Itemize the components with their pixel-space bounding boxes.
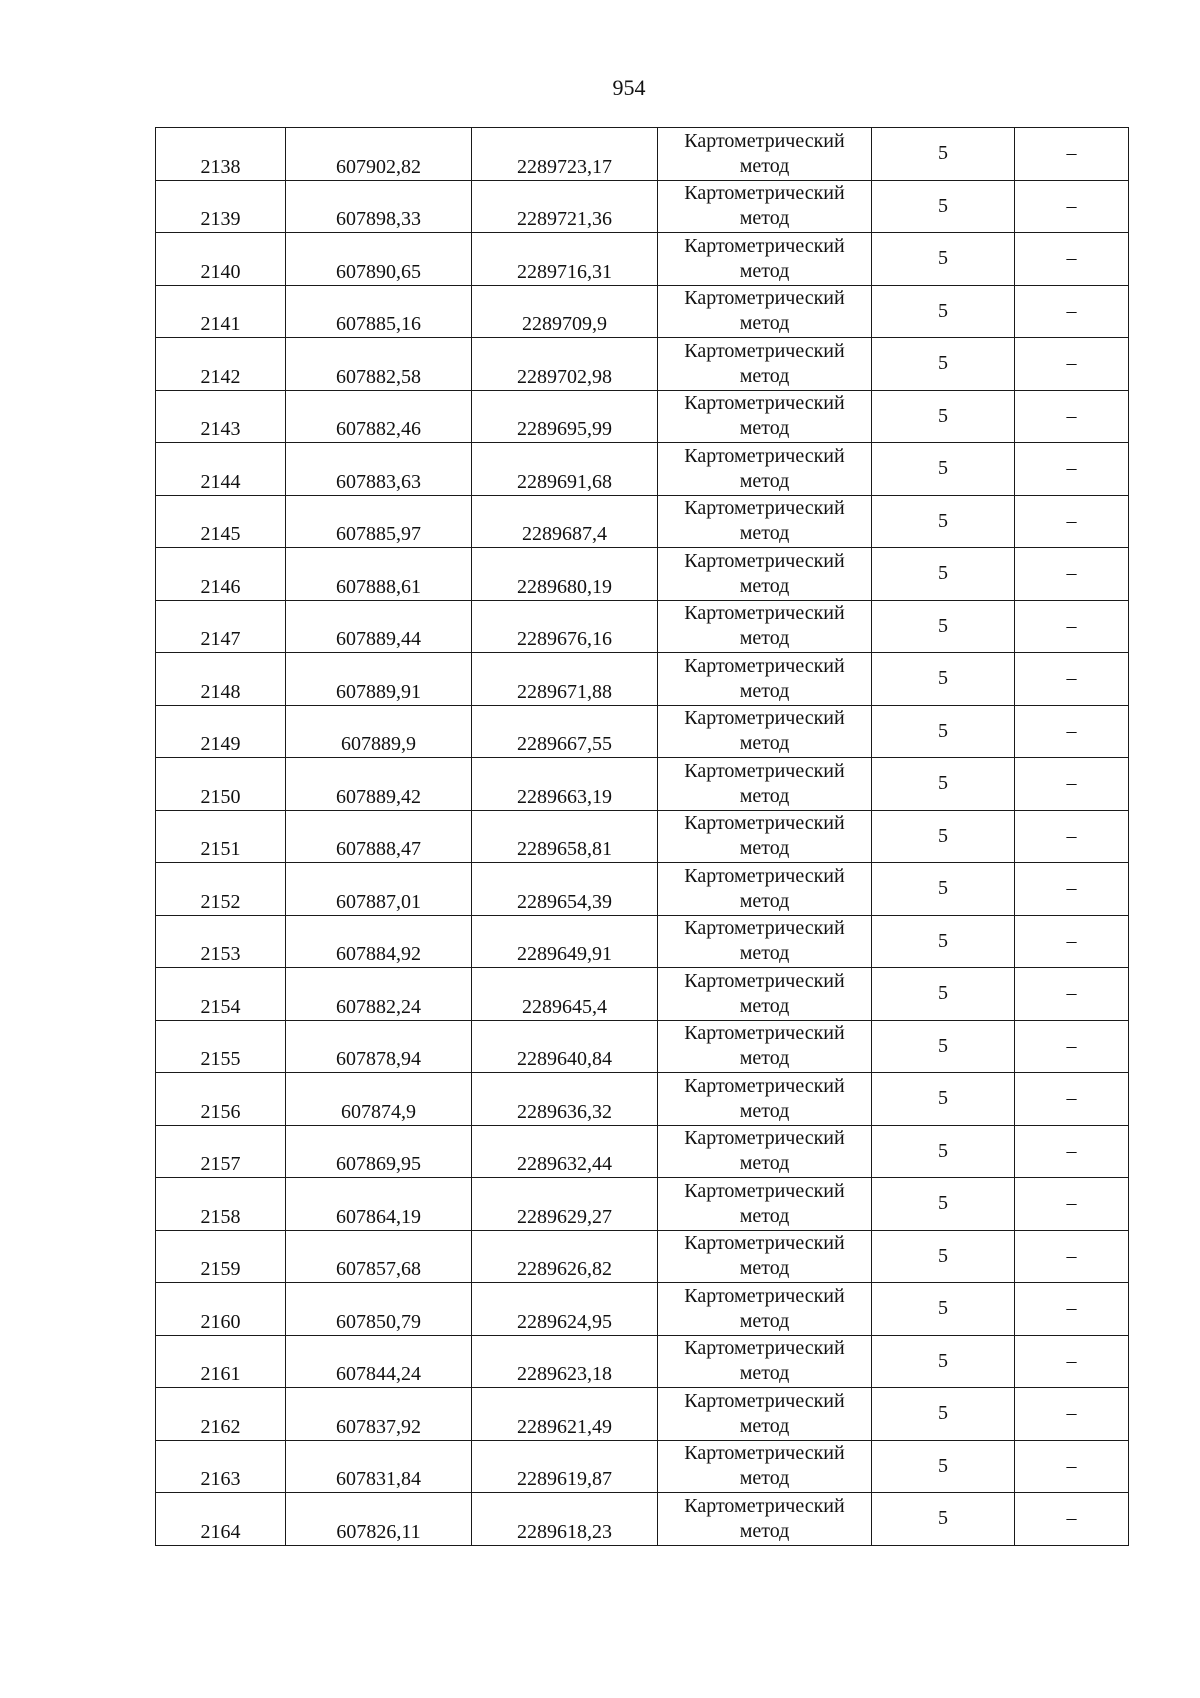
x-coordinate-cell: 607902,82 — [286, 128, 472, 181]
y-coordinate-cell: 2289654,39 — [472, 863, 658, 916]
method-cell: Картометрический метод — [658, 1388, 872, 1441]
method-cell: Картометрический метод — [658, 600, 872, 653]
y-coordinate-cell: 2289721,36 — [472, 180, 658, 233]
x-coordinate-cell: 607887,01 — [286, 863, 472, 916]
x-coordinate-cell: 607882,46 — [286, 390, 472, 443]
table-row — [156, 653, 1129, 706]
y-coordinate-cell: 2289687,4 — [472, 495, 658, 548]
table-row — [156, 1335, 1129, 1388]
method-cell: Картометрический метод — [658, 968, 872, 1021]
x-coordinate-cell: 607884,92 — [286, 915, 472, 968]
y-coordinate-cell: 2289702,98 — [472, 338, 658, 391]
method-cell: Картометрический метод — [658, 1283, 872, 1336]
method-cell: Картометрический метод — [658, 1493, 872, 1546]
accuracy-cell: 5 — [872, 915, 1015, 968]
point-number-cell: 2145 — [156, 495, 286, 548]
accuracy-cell: 5 — [872, 1230, 1015, 1283]
y-coordinate-cell: 2289636,32 — [472, 1073, 658, 1126]
method-cell: Картометрический метод — [658, 705, 872, 758]
page-number: 954 — [612, 75, 646, 100]
accuracy-cell: 5 — [872, 600, 1015, 653]
table-row — [156, 1283, 1129, 1336]
y-coordinate-cell: 2289691,68 — [472, 443, 658, 496]
table-row — [156, 233, 1129, 286]
note-cell: – — [1015, 443, 1129, 496]
point-number-cell: 2147 — [156, 600, 286, 653]
note-cell: – — [1015, 128, 1129, 181]
accuracy-cell: 5 — [872, 705, 1015, 758]
x-coordinate-cell: 607837,92 — [286, 1388, 472, 1441]
note-cell: – — [1015, 1440, 1129, 1493]
x-coordinate-cell: 607869,95 — [286, 1125, 472, 1178]
y-coordinate-cell: 2289621,49 — [472, 1388, 658, 1441]
point-number-cell: 2156 — [156, 1073, 286, 1126]
method-cell: Картометрический метод — [658, 180, 872, 233]
note-cell: – — [1015, 1283, 1129, 1336]
point-number-cell: 2149 — [156, 705, 286, 758]
note-cell: – — [1015, 1073, 1129, 1126]
accuracy-cell: 5 — [872, 1388, 1015, 1441]
x-coordinate-cell: 607826,11 — [286, 1493, 472, 1546]
note-cell: – — [1015, 495, 1129, 548]
method-cell: Картометрический метод — [658, 443, 872, 496]
point-number-cell: 2142 — [156, 338, 286, 391]
x-coordinate-cell: 607898,33 — [286, 180, 472, 233]
note-cell: – — [1015, 338, 1129, 391]
table-row — [156, 1388, 1129, 1441]
point-number-cell: 2164 — [156, 1493, 286, 1546]
method-cell: Картометрический метод — [658, 1335, 872, 1388]
y-coordinate-cell: 2289640,84 — [472, 1020, 658, 1073]
table-row — [156, 285, 1129, 338]
method-cell: Картометрический метод — [658, 495, 872, 548]
x-coordinate-cell: 607889,9 — [286, 705, 472, 758]
note-cell: – — [1015, 180, 1129, 233]
point-number-cell: 2139 — [156, 180, 286, 233]
point-number-cell: 2153 — [156, 915, 286, 968]
method-cell: Картометрический метод — [658, 863, 872, 916]
note-cell: – — [1015, 705, 1129, 758]
table-row — [156, 810, 1129, 863]
x-coordinate-cell: 607889,42 — [286, 758, 472, 811]
table-row — [156, 968, 1129, 1021]
x-coordinate-cell: 607889,91 — [286, 653, 472, 706]
point-number-cell: 2159 — [156, 1230, 286, 1283]
note-cell: – — [1015, 1125, 1129, 1178]
accuracy-cell: 5 — [872, 338, 1015, 391]
note-cell: – — [1015, 285, 1129, 338]
method-cell: Картометрический метод — [658, 915, 872, 968]
y-coordinate-cell: 2289663,19 — [472, 758, 658, 811]
note-cell: – — [1015, 758, 1129, 811]
point-number-cell: 2140 — [156, 233, 286, 286]
method-cell: Картометрический метод — [658, 233, 872, 286]
table-row — [156, 863, 1129, 916]
accuracy-cell: 5 — [872, 1440, 1015, 1493]
note-cell: – — [1015, 1388, 1129, 1441]
accuracy-cell: 5 — [872, 1073, 1015, 1126]
table-row — [156, 1073, 1129, 1126]
y-coordinate-cell: 2289618,23 — [472, 1493, 658, 1546]
x-coordinate-cell: 607890,65 — [286, 233, 472, 286]
note-cell: – — [1015, 810, 1129, 863]
note-cell: – — [1015, 1020, 1129, 1073]
method-cell: Картометрический метод — [658, 128, 872, 181]
x-coordinate-cell: 607878,94 — [286, 1020, 472, 1073]
accuracy-cell: 5 — [872, 863, 1015, 916]
table-row — [156, 390, 1129, 443]
note-cell: – — [1015, 233, 1129, 286]
method-cell: Картометрический метод — [658, 758, 872, 811]
table-row — [156, 1493, 1129, 1546]
y-coordinate-cell: 2289723,17 — [472, 128, 658, 181]
point-number-cell: 2143 — [156, 390, 286, 443]
x-coordinate-cell: 607882,24 — [286, 968, 472, 1021]
y-coordinate-cell: 2289649,91 — [472, 915, 658, 968]
point-number-cell: 2155 — [156, 1020, 286, 1073]
accuracy-cell: 5 — [872, 128, 1015, 181]
table-row — [156, 758, 1129, 811]
point-number-cell: 2150 — [156, 758, 286, 811]
point-number-cell: 2146 — [156, 548, 286, 601]
table-row — [156, 338, 1129, 391]
method-cell: Картометрический метод — [658, 1073, 872, 1126]
table-row — [156, 915, 1129, 968]
y-coordinate-cell: 2289645,4 — [472, 968, 658, 1021]
point-number-cell: 2148 — [156, 653, 286, 706]
table-row — [156, 1020, 1129, 1073]
method-cell: Картометрический метод — [658, 1230, 872, 1283]
point-number-cell: 2138 — [156, 128, 286, 181]
point-number-cell: 2144 — [156, 443, 286, 496]
y-coordinate-cell: 2289658,81 — [472, 810, 658, 863]
y-coordinate-cell: 2289695,99 — [472, 390, 658, 443]
accuracy-cell: 5 — [872, 1020, 1015, 1073]
x-coordinate-cell: 607874,9 — [286, 1073, 472, 1126]
note-cell: – — [1015, 915, 1129, 968]
table-row — [156, 495, 1129, 548]
x-coordinate-cell: 607857,68 — [286, 1230, 472, 1283]
coordinates-table — [155, 127, 1129, 1546]
accuracy-cell: 5 — [872, 285, 1015, 338]
note-cell: – — [1015, 863, 1129, 916]
accuracy-cell: 5 — [872, 1125, 1015, 1178]
note-cell: – — [1015, 1178, 1129, 1231]
table-row — [156, 443, 1129, 496]
x-coordinate-cell: 607888,61 — [286, 548, 472, 601]
accuracy-cell: 5 — [872, 1178, 1015, 1231]
accuracy-cell: 5 — [872, 233, 1015, 286]
method-cell: Картометрический метод — [658, 1440, 872, 1493]
x-coordinate-cell: 607864,19 — [286, 1178, 472, 1231]
x-coordinate-cell: 607885,16 — [286, 285, 472, 338]
note-cell: – — [1015, 653, 1129, 706]
table-row — [156, 1178, 1129, 1231]
accuracy-cell: 5 — [872, 1335, 1015, 1388]
y-coordinate-cell: 2289619,87 — [472, 1440, 658, 1493]
accuracy-cell: 5 — [872, 180, 1015, 233]
point-number-cell: 2151 — [156, 810, 286, 863]
y-coordinate-cell: 2289671,88 — [472, 653, 658, 706]
point-number-cell: 2157 — [156, 1125, 286, 1178]
accuracy-cell: 5 — [872, 653, 1015, 706]
point-number-cell: 2163 — [156, 1440, 286, 1493]
table-row — [156, 128, 1129, 181]
y-coordinate-cell: 2289629,27 — [472, 1178, 658, 1231]
table-row — [156, 180, 1129, 233]
table-row — [156, 1125, 1129, 1178]
x-coordinate-cell: 607882,58 — [286, 338, 472, 391]
point-number-cell: 2152 — [156, 863, 286, 916]
y-coordinate-cell: 2289680,19 — [472, 548, 658, 601]
method-cell: Картометрический метод — [658, 1125, 872, 1178]
y-coordinate-cell: 2289626,82 — [472, 1230, 658, 1283]
y-coordinate-cell: 2289709,9 — [472, 285, 658, 338]
x-coordinate-cell: 607844,24 — [286, 1335, 472, 1388]
accuracy-cell: 5 — [872, 968, 1015, 1021]
y-coordinate-cell: 2289716,31 — [472, 233, 658, 286]
accuracy-cell: 5 — [872, 1493, 1015, 1546]
x-coordinate-cell: 607850,79 — [286, 1283, 472, 1336]
method-cell: Картометрический метод — [658, 1020, 872, 1073]
x-coordinate-cell: 607885,97 — [286, 495, 472, 548]
point-number-cell: 2154 — [156, 968, 286, 1021]
x-coordinate-cell: 607889,44 — [286, 600, 472, 653]
y-coordinate-cell: 2289667,55 — [472, 705, 658, 758]
table-body — [156, 128, 1129, 1546]
method-cell: Картометрический метод — [658, 810, 872, 863]
x-coordinate-cell: 607831,84 — [286, 1440, 472, 1493]
point-number-cell: 2161 — [156, 1335, 286, 1388]
method-cell: Картометрический метод — [658, 1178, 872, 1231]
note-cell: – — [1015, 968, 1129, 1021]
note-cell: – — [1015, 600, 1129, 653]
y-coordinate-cell: 2289624,95 — [472, 1283, 658, 1336]
method-cell: Картометрический метод — [658, 390, 872, 443]
note-cell: – — [1015, 1230, 1129, 1283]
note-cell: – — [1015, 1335, 1129, 1388]
table-row — [156, 1230, 1129, 1283]
y-coordinate-cell: 2289676,16 — [472, 600, 658, 653]
point-number-cell: 2158 — [156, 1178, 286, 1231]
accuracy-cell: 5 — [872, 758, 1015, 811]
accuracy-cell: 5 — [872, 1283, 1015, 1336]
method-cell: Картометрический метод — [658, 338, 872, 391]
accuracy-cell: 5 — [872, 548, 1015, 601]
point-number-cell: 2162 — [156, 1388, 286, 1441]
x-coordinate-cell: 607883,63 — [286, 443, 472, 496]
accuracy-cell: 5 — [872, 495, 1015, 548]
y-coordinate-cell: 2289623,18 — [472, 1335, 658, 1388]
method-cell: Картометрический метод — [658, 285, 872, 338]
note-cell: – — [1015, 548, 1129, 601]
accuracy-cell: 5 — [872, 390, 1015, 443]
accuracy-cell: 5 — [872, 810, 1015, 863]
x-coordinate-cell: 607888,47 — [286, 810, 472, 863]
accuracy-cell: 5 — [872, 443, 1015, 496]
table-row — [156, 1440, 1129, 1493]
table-row — [156, 705, 1129, 758]
table-row — [156, 548, 1129, 601]
method-cell: Картометрический метод — [658, 548, 872, 601]
y-coordinate-cell: 2289632,44 — [472, 1125, 658, 1178]
method-cell: Картометрический метод — [658, 653, 872, 706]
note-cell: – — [1015, 1493, 1129, 1546]
note-cell: – — [1015, 390, 1129, 443]
point-number-cell: 2141 — [156, 285, 286, 338]
point-number-cell: 2160 — [156, 1283, 286, 1336]
table-row — [156, 600, 1129, 653]
